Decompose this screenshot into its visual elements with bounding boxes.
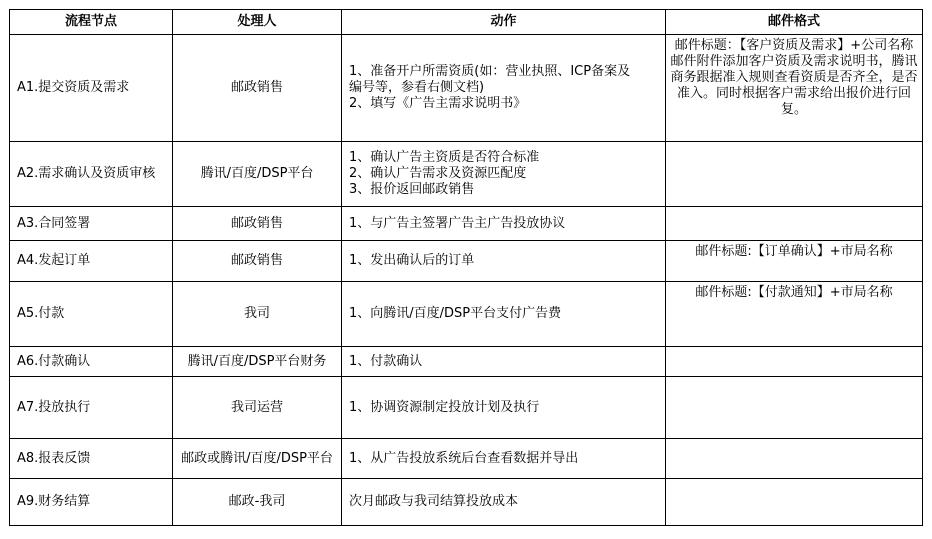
cell-handler: 我司 — [173, 282, 342, 347]
table-row — [10, 439, 923, 479]
cell-email — [666, 282, 923, 347]
table-row — [10, 282, 923, 347]
email-format-text: 邮件标题:【付款通知】+市局名称 — [695, 285, 893, 300]
cell-action — [342, 207, 666, 241]
table-row — [10, 479, 923, 526]
cell-action — [342, 35, 666, 142]
cell-handler: 我司运营 — [173, 377, 342, 439]
cell-action — [342, 439, 666, 479]
action-line: 1、付款确认 — [349, 353, 423, 369]
action-line: 1、向腾讯/百度/DSP平台支付广告费 — [349, 306, 562, 321]
table-row — [10, 241, 923, 282]
process-table — [9, 9, 923, 526]
cell-action — [342, 377, 666, 439]
action-line: 次月邮政与我司结算投放成本 — [349, 494, 519, 509]
action-line: 3、报价返回邮政销售 — [349, 182, 475, 197]
action-line: 编号等，参看右侧文档) — [349, 80, 485, 95]
cell-node: A8.报表反馈 — [10, 439, 173, 479]
cell-email — [666, 207, 923, 241]
cell-node: A3.合同签署 — [10, 207, 173, 241]
cell-handler: 邮政销售 — [173, 207, 342, 241]
cell-handler: 腾讯/百度/DSP平台 — [173, 142, 342, 207]
cell-email — [666, 35, 923, 142]
action-line: 1、确认广告主资质是否符合标准 — [349, 150, 540, 165]
cell-node: A2.需求确认及资质审核 — [10, 142, 173, 207]
action-line: 1、发出确认后的订单 — [349, 253, 475, 268]
action-line: 1、从广告投放系统后台查看数据并导出 — [349, 450, 579, 466]
cell-action — [342, 282, 666, 347]
cell-email — [666, 347, 923, 377]
header-row — [10, 10, 923, 35]
cell-handler: 邮政销售 — [173, 35, 342, 142]
email-format-text: 邮件标题:【订单确认】+市局名称 — [695, 244, 893, 259]
table-row — [10, 377, 923, 439]
cell-action — [342, 347, 666, 377]
cell-email — [666, 142, 923, 207]
cell-node: A4.发起订单 — [10, 241, 173, 282]
cell-handler: 邮政-我司 — [173, 479, 342, 526]
cell-handler — [173, 439, 342, 479]
cell-node: A9.财务结算 — [10, 479, 173, 526]
cell-handler: 邮政销售 — [173, 241, 342, 282]
cell-node: A5.付款 — [10, 282, 173, 347]
header-email: 邮件格式 — [666, 10, 923, 35]
email-format-text: 邮件标题：【客户资质及需求】+公司名称 邮件附件添加客户资质及需求说明书，腾讯商务跟据准入规则查看资质是否齐全，是否准入。同时根据客户需求给出报价进行回复。 — [670, 38, 918, 117]
action-line: 1、准备开户所需资质(如：营业执照、ICP备案及 — [349, 64, 631, 79]
handler-text: 邮政或腾讯/百度/DSP平台 — [181, 450, 333, 466]
action-line: 2、确认广告需求及资源匹配度 — [349, 166, 527, 181]
cell-action — [342, 479, 666, 526]
action-line: 1、与广告主签署广告主广告投放协议 — [349, 215, 566, 231]
header-node: 流程节点 — [10, 10, 173, 35]
cell-email — [666, 479, 923, 526]
cell-handler: 腾讯/百度/DSP平台财务 — [173, 347, 342, 377]
action-line: 2、填写《广告主需求说明书》 — [349, 96, 527, 111]
cell-node: A1.提交资质及需求 — [10, 35, 173, 142]
cell-node: A6.付款确认 — [10, 347, 173, 377]
cell-email — [666, 241, 923, 282]
cell-action — [342, 241, 666, 282]
table-row — [10, 207, 923, 241]
table-row — [10, 142, 923, 207]
cell-email — [666, 439, 923, 479]
header-action: 动作 — [342, 10, 666, 35]
cell-email — [666, 377, 923, 439]
cell-node: A7.投放执行 — [10, 377, 173, 439]
table-row — [10, 347, 923, 377]
header-handler: 处理人 — [173, 10, 342, 35]
cell-action — [342, 142, 666, 207]
action-line: 1、协调资源制定投放计划及执行 — [349, 399, 540, 415]
table-row — [10, 35, 923, 142]
